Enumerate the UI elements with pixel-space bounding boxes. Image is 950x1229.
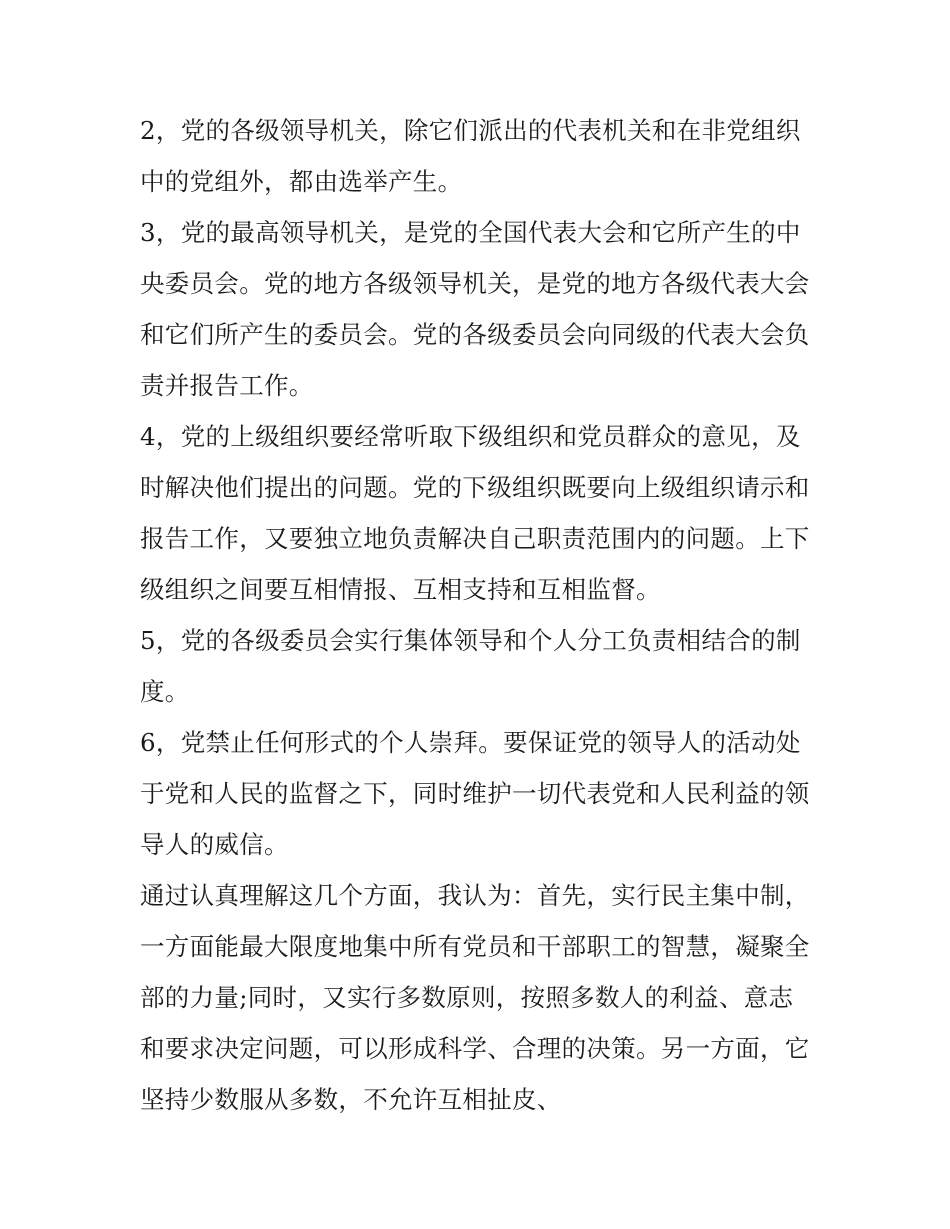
paragraph-item-4: 4，党的上级组织要经常听取下级组织和党员群众的意见，及时解决他们提出的问题。党的下级组织既要向上级组织请示和报告工作，又要独立地负责解决自己职责范围内的问题。上下级组织之间要互相情报、互相支持和互相监督。 (140, 422, 810, 604)
document-body (140, 105, 816, 1125)
paragraph-item-6: 6，党禁止任何形式的个人崇拜。要保证党的领导人的活动处于党和人民的监督之下，同时维护一切代表党和人民利益的领导人的威信。 (140, 728, 810, 859)
paragraph-item-3: 3，党的最高领导机关，是党的全国代表大会和它所产生的中央委员会。党的地方各级领导机关，是党的地方各级代表大会和它们所产生的委员会。党的各级委员会向同级的代表大会负责并报告工作。 (140, 218, 810, 400)
paragraph-item-2: 2，党的各级领导机关，除它们派出的代表机关和在非党组织中的党组外，都由选举产生。 (140, 116, 801, 196)
paragraph-item-5: 5，党的各级委员会实行集体领导和个人分工负责相结合的制度。 (140, 626, 801, 706)
paragraph-conclusion: 通过认真理解这几个方面，我认为：首先，实行民主集中制，一方面能最大限度地集中所有党员和干部职工的智慧，凝聚全部的力量;同时，又实行多数原则，按照多数人的利益、意志和要求决定问题，可以形成科学、合理的决策。另一方面，它坚持少数服从多数，不允许互相扯皮、 (140, 881, 810, 1114)
